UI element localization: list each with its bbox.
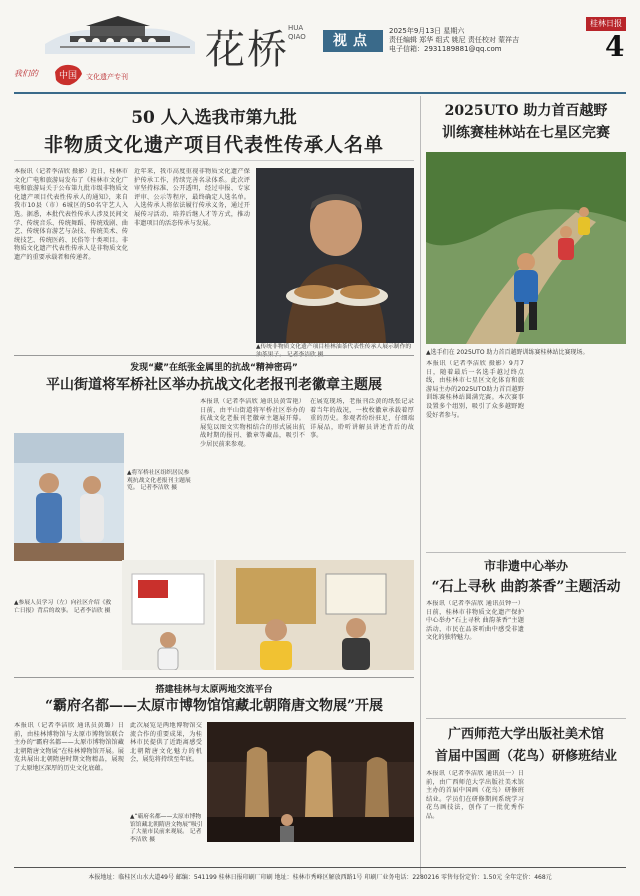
article2-body-col1: 本报讯（记者李洁欣 通讯员黄雪艳）日前，由平山街道将军桥社区举办的抗战文化老报刊老徽章主题展开幕。展览以图文实物相结合的形式展出抗战时期的报刊、徽章等藏品，吸引不少居民前来参观。 (200, 398, 305, 448)
newspaper-display-image (122, 560, 214, 670)
article3-body-col1: 本报讯（记者李洁欣 通讯员黄璐）日前，由桂林博物馆与太原市博物馆联合主办的“霸府名都——太原市博物馆馆藏北朝隋唐文物展”在桂林博物馆开展。展览共展出北朝隋唐时期文物精品，展现了太原地区深厚的历史文化底蕴。 (14, 722, 124, 772)
article1-body-col2: 近年来，我市高度重视非物质文化遗产保护传承工作，持续完善名录体系。此次评审坚持标准、公开透明，经过申报、专家评审、公示等程序，最终确定人选名单。入选传承人将依法履行传承义务，通过开展传习活动、培养后继人才等方式，推动非遗项目的活态传承与发展。 (134, 168, 250, 227)
right2-body-col1: 本报讯（记者李洁欣 通讯员钟一）日前，桂林市非物质文化遗产保护中心举办“石上寻秋 曲韵茶香”主题活动，市民在品茶听曲中感受非遗文化的独特魅力。 (426, 600, 524, 642)
article3-rule (14, 677, 414, 678)
issue-editors: 责任编辑 郑华 组式 姚尼 责任校对 蒙祥吉 (389, 36, 520, 44)
section-label: 视点 (323, 30, 383, 52)
article2-body-col2: 在展览现场，老报刊泛黄的纸张记录着当年的战况，一枚枚徽章承载着厚重的历史。参观者纷纷驻足，仔细端详展品，聆听讲解员讲述背后的故事。 (310, 398, 414, 440)
issue-date: 2025年9月13日 星期六 (389, 27, 465, 35)
right1-title (426, 100, 626, 144)
page-number: 4 (605, 30, 625, 63)
right3-rule (426, 718, 626, 719)
right3-title-line1: 广西师范大学出版社美术馆 (447, 727, 604, 742)
right3-body-col2 (528, 770, 626, 862)
right1-body-col1: 本报讯（记者李洁欣 摄影）9月7日，随着最后一名选手越过终点线，由桂林市七星区文化体育和旅游局主办的2025UTO助力首百越野训练赛桂林站圆满完赛。本次赛事设置多个组别，吸引了众多越野跑爱好者参与。 (426, 360, 524, 419)
right2-title-line1: 市非遗中心举办 (483, 559, 568, 573)
right1-title-line2: 训练赛桂林站在七星区完赛 (442, 125, 610, 141)
china-map-icon (52, 62, 84, 88)
heritage-tag-right: 文化遗产专刊 (86, 73, 128, 81)
right3-body-col1: 本报讯（记者李洁欣 通讯员一）日前，由广西师范大学出版社美术馆主办的首届中国画（花鸟）研修班结业。学员们在研修期间系统学习花鸟画技法，创作了一批优秀作品。 (426, 770, 524, 820)
issue-meta (389, 27, 549, 54)
article2-photo1 (14, 433, 124, 561)
article3-kicker: 搭建桂林与太原两地交流平台 (155, 685, 273, 695)
inheritor-portrait-image (256, 168, 414, 343)
column-title: 花桥 (205, 27, 289, 73)
column-divider (420, 96, 421, 876)
right2-title-line2: “石上寻秋 曲韵茶香”主题活动 (431, 579, 621, 595)
article1-title-line2: 非物质文化遗产项目代表性传承人名单 (43, 134, 384, 156)
article1-photo-caption: ▲传统非物质文化遗产项目桂林油茶代表性传承人展示制作的 (256, 344, 412, 350)
article2-caption2: ▲参展人员学习（左）向社区介绍《救亡日报》背后的故事。 记者李洁欣 摄 (14, 600, 112, 614)
right1-photo (426, 152, 626, 344)
article3-photo-caption: ▲“霸府名都——太原市博物馆馆藏北朝隋唐文物展”吸引了大量市民前来观展。 记者李洁欣 摄 (130, 814, 203, 843)
article2-photo3 (216, 560, 414, 670)
footer-rule (14, 867, 626, 868)
right3-title-line2: 首届中国画（花鸟）研修班结业 (434, 749, 617, 764)
right1-photo-caption: ▲选手们在 2025UTO 助力首百越野训练赛桂林站比赛现场。 (426, 349, 589, 356)
heritage-tag-left: 我们的 (14, 69, 38, 78)
right2-body-col2 (528, 600, 626, 715)
article3-body-col2: 此次展览是两地博物馆交流合作的重要成果，为桂林市民提供了近距离感受北朝隋唐文化魅力的机会，展览将持续至年底。 (130, 722, 202, 764)
exhibition-guide-image (216, 560, 414, 670)
issue-email: 电子信箱：2931189881@qq.com (389, 45, 502, 53)
museum-relics-image (207, 722, 414, 842)
article3-title: “霸府名都——太原市博物馆馆藏北朝隋唐文物展”开展 (44, 698, 384, 714)
article3-photo (207, 722, 414, 842)
svg-text:中国: 中国 (58, 71, 78, 81)
article2-title: 平山街道将军桥社区举办抗战文化老报刊老徽章主题展 (46, 377, 382, 393)
exhibition-visitors-image (14, 433, 124, 561)
column-pinyin: HUA QIAO (288, 24, 306, 41)
article1-title-line1: 50 人入选我市第九批 (131, 108, 297, 128)
footer-info: 本报地址：临桂区山水大道49号 邮编：541199 桂林日报印刷厂印刷 地址：桂林市秀峰区解放西路1号 印刷厂业务电话：2280216 零售每份定价：1.50元 全年定价：468元 (88, 874, 552, 881)
article1-rule (14, 160, 414, 161)
article2-rule (14, 355, 414, 356)
trail-runners-image (426, 152, 626, 344)
article2-kicker: 发现“藏”在纸张金属里的抗战“精神密码” (130, 363, 298, 373)
right1-title-line1: 2025UTO 助力首百越野 (444, 103, 608, 119)
article1-photo (256, 168, 414, 343)
masthead-rule (14, 92, 626, 94)
article2-caption1: ▲将军桥社区组织居民参观抗战文化老报刊主题展览。 记者李洁欣 摄 (127, 470, 191, 491)
right1-body-col2 (528, 360, 626, 550)
article2-photo2 (122, 560, 214, 670)
newspaper-logo: 桂林日报 (586, 17, 626, 31)
right2-rule (426, 552, 626, 553)
city-skyline-illustration (40, 12, 200, 54)
article1-body-col1: 本报讯（记者李洁欣 摄影）近日，桂林市文化广电和旅游局发布了《桂林市文化广电和旅游局关于公布第九批市级非物质文化遗产项目代表性传承人的通知》，来自我市10县（市）6城区的50名守艺人入选。据悉，本批代表性传承人涉及民间文学、传统音乐、传统舞蹈、传统戏剧、曲艺、传统体育游艺与杂技、传统美术、传统技艺、传统医药、民俗等十类项目。非物质文化遗产代表性传承人是非物质文化遗产的重要承载者和传递者。 (14, 168, 128, 261)
masthead (0, 0, 640, 95)
